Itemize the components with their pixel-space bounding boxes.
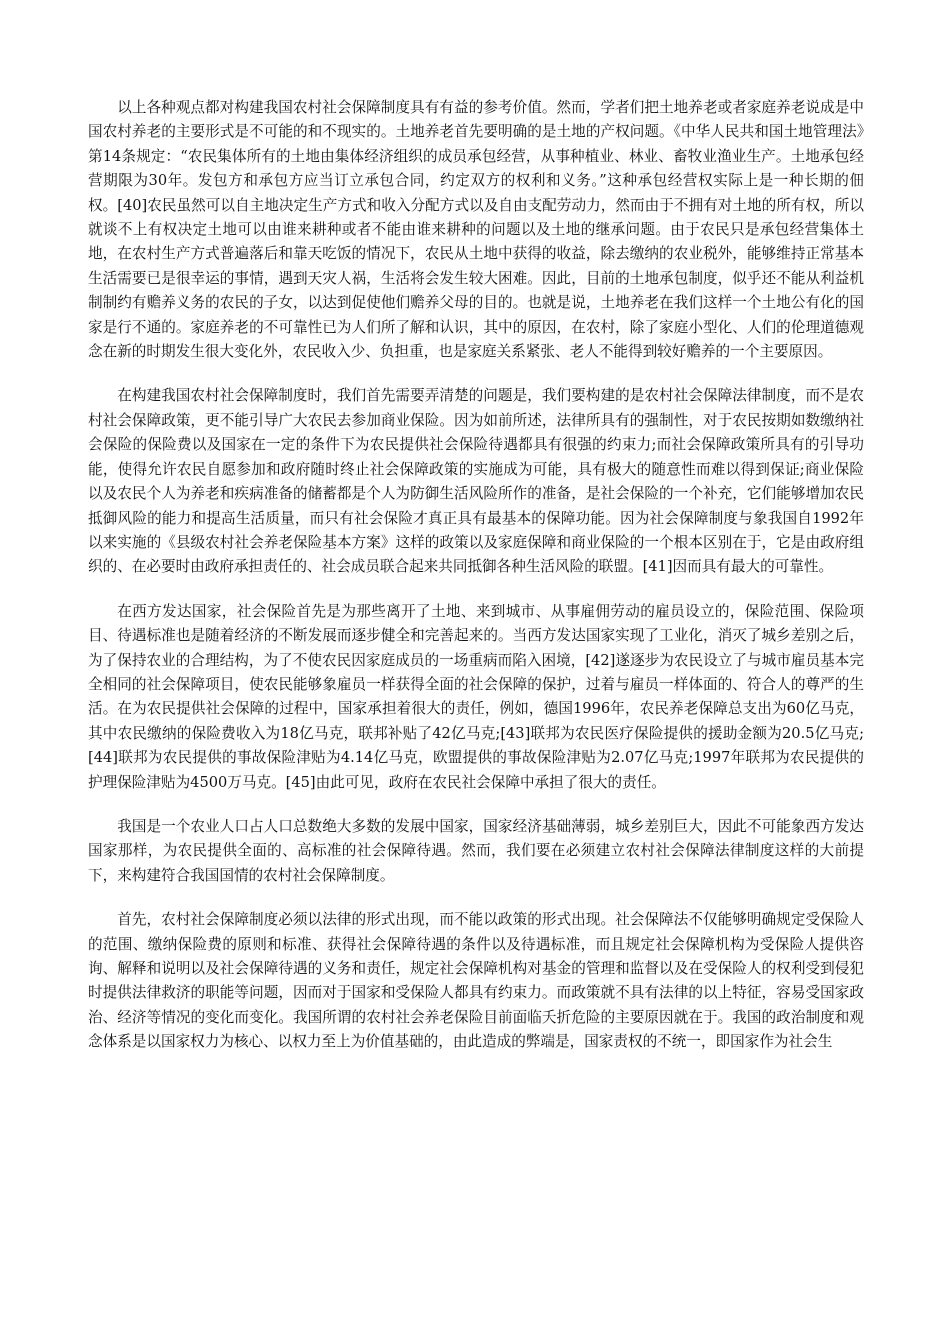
- paragraph: 在西方发达国家，社会保险首先是为那些离开了土地、来到城市、从事雇佣劳动的雇员设立的，保险范围、保险项目、待遇标准也是随着经济的不断发展而逐步健全和完善起来的。当西方发达国家实现了工业化，消灭了城乡差别之后，为了保持农业的合理结构，为了不使农民因家庭成员的一场重病而陷入困境，[42]遂逐步为农民设立了与城市雇员基本完全相同的社会保障项目，使农民能够象雇员一样获得全面的社会保障的保护，过着与雇员一样体面的、符合人的尊严的生活。在为农民提供社会保障的过程中，国家承担着很大的责任，例如，德国1996年，农民养老保障总支出为60亿马克，其中农民缴纳的保险费收入为18亿马克，联邦补贴了42亿马克;[43]联邦为农民医疗保险提供的援助金额为20.5亿马克;[44]联邦为农民提供的事故保险津贴为4.14亿马克，欧盟提供的事故保险津贴为2.07亿马克;1997年联邦为农民提供的护理保险津贴为4500万马克。[45]由此可见，政府在农民社会保障中承担了很大的责任。: [88, 602, 864, 791]
- paragraph: 在构建我国农村社会保障制度时，我们首先需要弄清楚的问题是，我们要构建的是农村社会保障法律制度，而不是农村社会保障政策，更不能引导广大农民去参加商业保险。因为如前所述，法律所具有的强制性，对于农民按期如数缴纳社会保险的保险费以及国家在一定的条件下为农民提供社会保险待遇都具有很强的约束力;而社会保障政策所具有的引导功能，使得允许农民自愿参加和政府随时终止社会保障政策的实施成为可能，具有极大的随意性而难以得到保证;商业保险以及农民个人为养老和疾病准备的储蓄都是个人为防御生活风险所作的准备，是社会保险的一个补充，它们能够增加农民抵御风险的能力和提高生活质量，而只有社会保险才真正具有最基本的保障功能。因为社会保障制度与象我国自1992年以来实施的《县级农村社会养老保险基本方案》这样的政策以及家庭保障和商业保险的一个根本区别在于，它是由政府组织的、在必要时由政府承担责任的、社会成员联合起来共同抵御各种生活风险的联盟。[41]因而具有最大的可靠性。: [88, 387, 864, 576]
- paragraph: 我国是一个农业人口占人口总数绝大多数的发展中国家，国家经济基础薄弱，城乡差别巨大，因此不可能象西方发达国家那样，为农民提供全面的、高标准的社会保障待遇。然而，我们要在必须建立农村社会保障法律制度这样的大前提下，来构建符合我国国情的农村社会保障制度。: [88, 817, 864, 884]
- paragraph: 以上各种观点都对构建我国农村社会保障制度具有有益的参考价值。然而，学者们把土地养老或者家庭养老说成是中国农村养老的主要形式是不可能的和不现实的。土地养老首先要明确的是土地的产权问题。《中华人民共和国土地管理法》第14条规定：“农民集体所有的土地由集体经济组织的成员承包经营，从事种植业、林业、畜牧业渔业生产。土地承包经营期限为30年。发包方和承包方应当订立承包合同，约定双方的权利和义务。”这种承包经营权实际上是一种长期的佃权。[40]农民虽然可以自主地决定生产方式和收入分配方式以及自由支配劳动力，然而由于不拥有对土地的所有权，所以就谈不上有权决定土地可以由谁来耕种或者不能由谁来耕种的问题以及土地的继承问题。由于农民只是承包经营集体土地，在农村生产方式普遍落后和靠天吃饭的情况下，农民从土地中获得的收益，除去缴纳的农业税外，能够维持正常基本生活需要已是很幸运的事情，遇到天灾人祸，生活将会发生较大困难。因此，目前的土地承包制度，似乎还不能从利益机制制约有赡养义务的农民的子女，以达到促使他们赡养父母的目的。也就是说，土地养老在我们这样一个土地公有化的国家是行不通的。家庭养老的不可靠性已为人们所了解和认识，其中的原因，在农村，除了家庭小型化、人们的伦理道德观念在新的时期发生很大变化外，农民收入少、负担重，也是家庭关系紧张、老人不能得到较好赡养的一个主要原因。: [88, 99, 864, 361]
- document-body: [88, 96, 864, 1075]
- paragraph: 首先，农村社会保障制度必须以法律的形式出现，而不能以政策的形式出现。社会保障法不仅能够明确规定受保险人的范围、缴纳保险费的原则和标准、获得社会保障待遇的条件以及待遇标准，而且规定社会保障机构为受保险人提供咨询、解释和说明以及社会保障待遇的义务和责任，规定社会保障机构对基金的管理和监督以及在受保险人的权利受到侵犯时提供法律救济的职能等问题，因而对于国家和受保险人都具有约束力。而政策就不具有法律的以上特征，容易受国家政治、经济等情况的变化而变化。我国所谓的农村社会养老保险目前面临夭折危险的主要原因就在于。我国的政治制度和观念体系是以国家权力为核心、以权力至上为价值基础的，由此造成的弊端是，国家责权的不统一，即国家作为社会生: [88, 911, 864, 1051]
